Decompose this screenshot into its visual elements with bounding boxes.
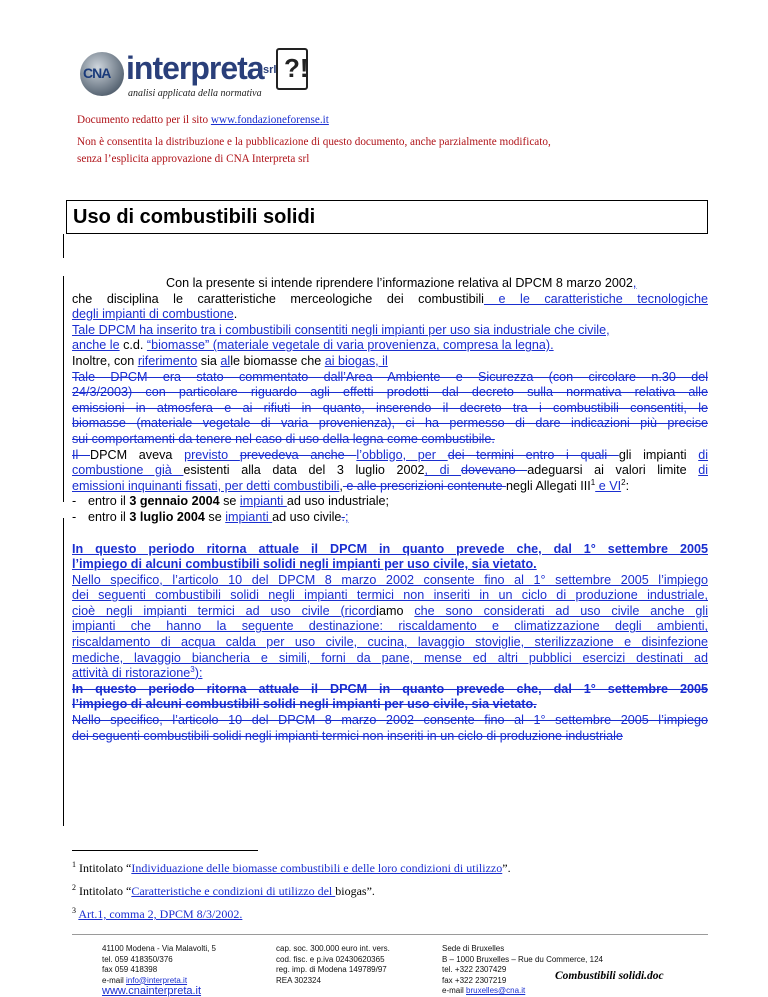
- bullet-item: - entro il 3 gennaio 2004 se impianti ad uso industriale;: [72, 494, 390, 509]
- footnote-3: $^3$ Art.1, comma 2, DPCM 8/3/2002.: [72, 906, 243, 921]
- body-line: anche le c.d. “biomasse” (materiale vegetale di varia provenienza, compresa la legna).: [72, 338, 554, 353]
- footer-address-brussels: Sede di Bruxelles B – 1000 Bruxelles – Rue du Commerce, 124 tel. +322 2307429 fax +322 2307219 e-mail bruxelles@cna.it: [442, 944, 603, 995]
- inserted-line: impianti che hanno la seguente destinazione: riscaldamento e climatizzazione degli ambienti,: [72, 619, 708, 634]
- footer-address-modena: 41100 Modena - Via Malavolti, 5 tel. 059 418350/376 fax 059 418398 e-mail info@interpreta.it www.cnainterpreta.it: [102, 944, 216, 997]
- cna-badge-icon: CNA: [80, 52, 124, 96]
- website-link[interactable]: www.cnainterpreta.it: [102, 985, 202, 997]
- deleted-line: sui comportamenti da tenere nel caso di uso della legna come combustibile.: [72, 431, 495, 446]
- deleted-line: biomasse (materiale vegetale di varia provenienza), ci ha permesso di dare indicazioni più precise: [72, 416, 708, 431]
- inserted-heading-line: In questo periodo ritorna attuale il DPCM in quanto prevede che, dal 1° settembre 2005: [72, 541, 708, 556]
- bullet-item: - entro il 3 luglio 2004 se impianti ad uso civile.;: [72, 509, 349, 524]
- title-box: [66, 200, 708, 234]
- inserted-line: riscaldamento di acqua calda per uso civile, cucina, lavaggio stoviglie, sterilizzazione e disinfezione: [72, 635, 708, 650]
- body-line: Il DPCM aveva previsto prevedeva anche l’obbligo, per dei termini entro i quali gli impianti di: [72, 447, 709, 462]
- question-exclamation-icon: ?!: [276, 48, 308, 90]
- page-title: Uso di combustibili solidi: [73, 206, 316, 228]
- change-bar: [63, 276, 64, 502]
- change-bar: [63, 518, 64, 826]
- document-body: [72, 276, 708, 744]
- body-line: combustione già esistenti alla data del 3 luglio 2002, di dovevano adeguarsi ai valori limite di: [72, 463, 709, 478]
- company-logo: [80, 48, 309, 110]
- notice-line-2: Non è consentita la distribuzione e la pubblicazione di questo documento, anche parzialmente modificato,: [77, 136, 551, 148]
- paragraph-gap: [72, 526, 708, 542]
- notice-line-1: Documento redatto per il sito www.fondazioneforense.it: [77, 114, 329, 126]
- document-filename: Combustibili solidi.doc: [555, 970, 664, 982]
- footer-separator: [72, 934, 708, 935]
- change-bar: [63, 234, 64, 258]
- footnote-1: $^1$ Intitolato “Individuazione delle biomasse combustibili e delle loro condizioni di utilizzo”.: [72, 860, 511, 875]
- inserted-line: mediche, lavaggio biancheria e simili, forni da pane, mense ed altri pubblici esercizi destinati ad: [72, 650, 708, 665]
- body-line: Inoltre, con riferimento sia alle biomasse che ai biogas, il: [72, 353, 388, 368]
- deleted-line: 24/3/2003) con particolare riguardo agli effetti prodotti dal decreto sulla normativa relativa alle: [72, 385, 708, 400]
- email-link-bruxelles[interactable]: bruxelles@cna.it: [466, 986, 526, 995]
- fondazione-link[interactable]: www.fondazioneforense.it: [210, 114, 329, 126]
- deleted-heading-line: In questo periodo ritorna attuale il DPCM in quanto prevede che, dal 1° settembre 2005: [72, 681, 708, 696]
- body-line: Con la presente si intende riprendere l’informazione relativa al DPCM 8 marzo 2002,: [166, 276, 637, 290]
- footnote-separator: [72, 850, 258, 851]
- body-line: degli impianti di combustione.: [72, 307, 238, 322]
- inserted-line: attività di ristorazione$^3$):: [72, 665, 203, 681]
- footnote-2: $^2$ Intitolato “Caratteristiche e condizioni di utilizzo del biogas”.: [72, 883, 375, 898]
- logo-suffix: srl: [263, 64, 277, 76]
- inserted-line: Tale DPCM ha inserito tra i combustibili consentiti negli impianti per uso sia industriale che civile,: [72, 322, 610, 337]
- footer-company-info: cap. soc. 300.000 euro int. vers. cod. fisc. e p.iva 02430620365 reg. imp. di Modena 149789/97 REA 302324: [276, 944, 390, 985]
- inserted-line: dei seguenti combustibili solidi negli impianti termici non inseriti in un ciclo di produzione industriale,: [72, 588, 708, 603]
- body-line: emissioni inquinanti fissati, per detti combustibili, e alle prescrizioni contenute negli Allegati III$^1$ e $VI^2$:: [72, 477, 630, 493]
- email-link-info[interactable]: info@interpreta.it: [126, 975, 188, 985]
- deleted-line: Nello specifico, l’articolo 10 del DPCM 8 marzo 2002 consente fino al 1° settembre 2005 l’impiego: [72, 713, 708, 728]
- inserted-heading-line: l’impiego di alcuni combustibili solidi negli impianti per uso civile, sia vietato.: [72, 557, 537, 572]
- notice-line-3: senza l’esplicita approvazione di CNA Interpreta srl: [77, 153, 310, 165]
- deleted-line: Tale DPCM era stato commentato dall’Area Ambiente e Sicurezza (con circolare n.30 del: [72, 369, 708, 384]
- body-line: che disciplina le caratteristiche merceologiche dei combustibili e le caratteristiche tecnologiche: [72, 291, 708, 306]
- logo-tagline: analisi applicata della normativa: [128, 88, 262, 99]
- deleted-line: dei seguenti combustibili solidi negli impianti termici non inseriti in un ciclo di produzione industriale: [72, 728, 623, 743]
- deleted-line: emissioni in atmosfera e ai rifiuti in quanto, inserendo il decreto tra i combustibili consentiti, le: [72, 400, 708, 415]
- body-line: cioè negli impianti termici ad uso civile (ricordiamo che sono considerati ad uso civile anche gli: [72, 603, 709, 618]
- inserted-line: Nello specifico, l’articolo 10 del DPCM 8 marzo 2002 consente fino al 1° settembre 2005 l’impiego: [72, 572, 708, 587]
- deleted-heading-line: l’impiego di alcuni combustibili solidi negli impianti per uso civile, sia vietato.: [72, 697, 537, 712]
- logo-wordmark: interpreta: [126, 50, 264, 86]
